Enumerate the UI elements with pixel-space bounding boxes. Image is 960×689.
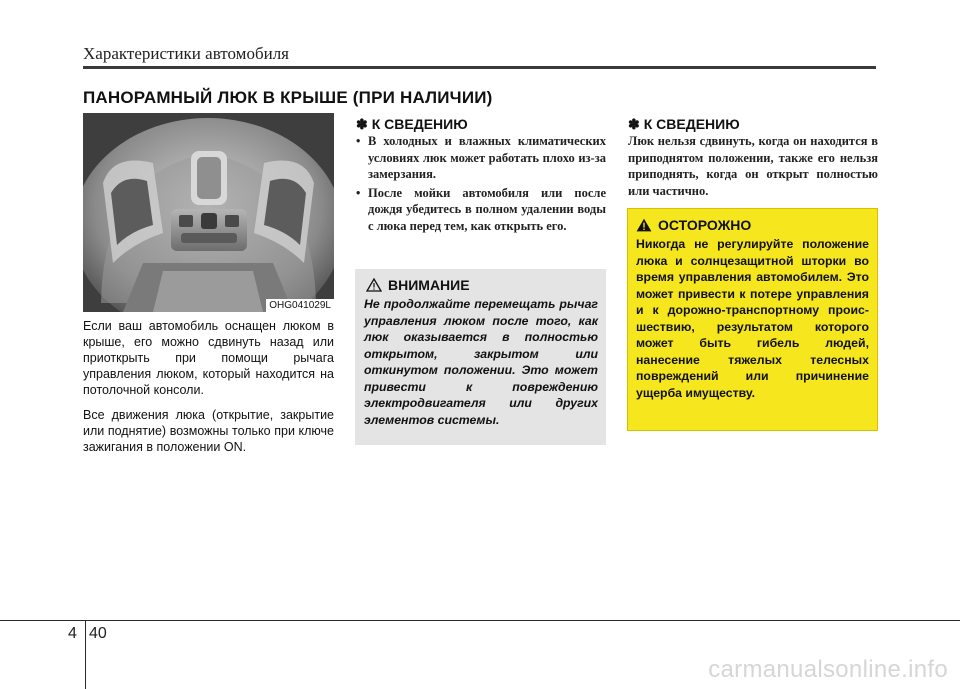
bullet-icon: • <box>356 185 361 200</box>
operation-paragraph: Все движения люка (открытие, закрытие или поднятие) возможны только при ключе зажигания в положении ON. <box>83 408 334 454</box>
info-bullet-list <box>356 133 606 236</box>
overhead-console-illustration <box>83 113 334 312</box>
warning-heading <box>636 217 869 233</box>
list-item <box>356 133 606 183</box>
sunroof-console-photo <box>83 113 334 312</box>
info-heading-left <box>356 116 468 133</box>
warning-triangle-filled-icon <box>636 218 652 232</box>
warning-text: Никогда не регулируйте положение люка и солнцезащитной шторки во время управления автомобилем. Это может привести к потере управления и к дорожно-транспортному проис-шествию, результатом которого может быть гибель людей, нанесение тяжелых телесных повреждений или причинение ущерба имуществу. <box>636 237 869 400</box>
intro-paragraph: Если ваш автомобиль оснащен люком в крыше, его можно сдвинуть назад или приоткрыть при помощи рычага управления люком, который находится на потолочной консоли. <box>83 319 334 397</box>
info-heading-label: К СВЕДЕНИЮ <box>643 116 740 132</box>
info-heading-label: К СВЕДЕНИЮ <box>371 116 468 132</box>
warning-title: ОСТОРОЖНО <box>658 217 752 233</box>
warning-box <box>627 208 878 431</box>
info-text-right: Люк нельзя сдвинуть, когда он находится в приподнятом положении, также его нельзя приподнять, когда он открыт полностью или частично. <box>628 134 878 198</box>
page-number: 40 <box>89 625 107 642</box>
warning-triangle-outline-icon <box>366 278 382 292</box>
chapter-number: 4 <box>68 625 77 642</box>
header-rule <box>83 66 876 69</box>
watermark: carmanualsonline.info <box>708 656 948 683</box>
caution-heading <box>366 277 598 293</box>
info-heading-right <box>628 116 740 133</box>
caution-box <box>355 269 606 445</box>
photo-code: OHG041029L <box>266 299 334 312</box>
footer-divider <box>85 621 86 689</box>
bullet-text: После мойки автомобиля или после дождя убедитесь в полном удалении воды с люка перед тем, как открыть его. <box>368 185 606 233</box>
section-title: ПАНОРАМНЫЙ ЛЮК В КРЫШЕ (ПРИ НАЛИЧИИ) <box>83 88 493 107</box>
header-title: Характеристики автомобиля <box>83 44 289 63</box>
bullet-icon: • <box>356 134 361 148</box>
caution-text: Не продолжайте перемещать рычаг управления люком после того, как люк оказывается в полностью открытом, закрытом или откинутом положении. Это может привести к повреждению электродвигателя или других элементов системы. <box>364 297 598 427</box>
footer-rule <box>0 620 960 621</box>
star-icon: ✽ <box>356 116 368 132</box>
bullet-text: В холодных и влажных климатических условиях люк может работать плохо из-за замерзания. <box>368 134 606 181</box>
list-item <box>356 185 606 235</box>
star-icon: ✽ <box>628 116 640 132</box>
caution-title: ВНИМАНИЕ <box>388 277 470 293</box>
